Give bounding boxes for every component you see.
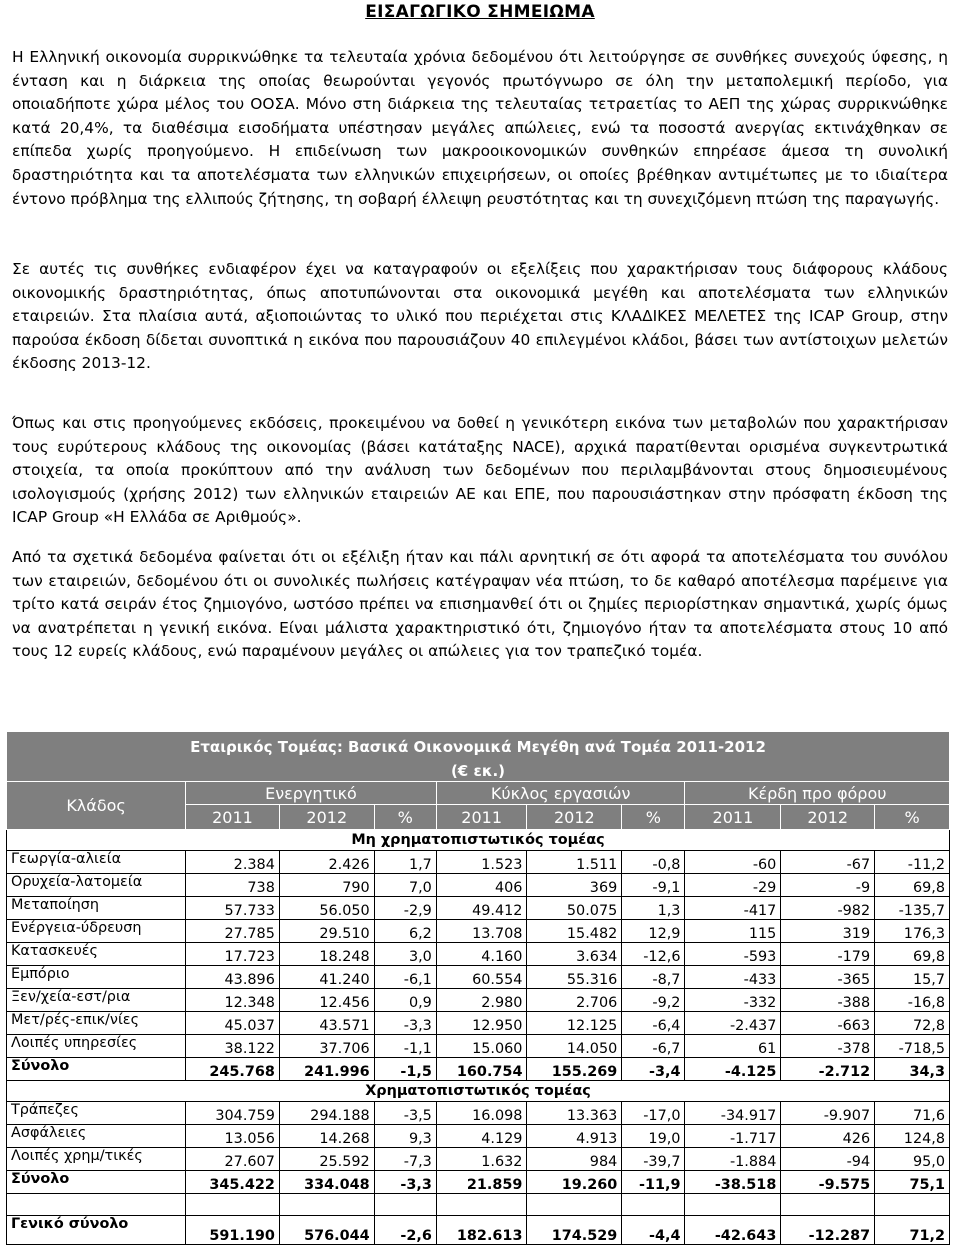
row-cell: 16.098 — [436, 1102, 527, 1125]
grand-total-cell: 71,2 — [875, 1216, 950, 1245]
column-header-year: 2012 — [527, 805, 622, 830]
row-cell: 2.426 — [279, 851, 374, 874]
row-cell: 3.634 — [527, 943, 622, 966]
row-cell: -378 — [781, 1035, 875, 1058]
row-cell: 57.733 — [186, 897, 280, 920]
row-cell: 12.456 — [279, 989, 374, 1012]
section-header-row — [7, 830, 950, 851]
row-cell: 69,8 — [875, 874, 950, 897]
row-cell: 1.632 — [436, 1148, 527, 1171]
row-cell: -12,6 — [622, 943, 685, 966]
row-label: Ενέργεια-ύδρευση — [7, 920, 186, 943]
row-cell: 115 — [685, 920, 781, 943]
column-header-year: 2011 — [186, 805, 280, 830]
row-cell: 1.511 — [527, 851, 622, 874]
row-label: Ασφάλειες — [7, 1125, 186, 1148]
row-cell: 2.980 — [436, 989, 527, 1012]
row-cell: 19,0 — [622, 1125, 685, 1148]
row-cell: 14.050 — [527, 1035, 622, 1058]
total-cell: 19.260 — [527, 1171, 622, 1194]
total-cell: -38.518 — [685, 1171, 781, 1194]
table-row — [7, 989, 950, 1012]
total-cell: -3,4 — [622, 1058, 685, 1081]
total-cell: 241.996 — [279, 1058, 374, 1081]
row-cell: 69,8 — [875, 943, 950, 966]
total-cell: 160.754 — [436, 1058, 527, 1081]
grand-total-cell: -12.287 — [781, 1216, 875, 1245]
grand-total-cell: -2,6 — [374, 1216, 436, 1245]
table-group-header-row — [7, 782, 950, 805]
row-cell: -1,1 — [374, 1035, 436, 1058]
row-cell: 4.129 — [436, 1125, 527, 1148]
column-group-pretax-profit: Κέρδη προ φόρου — [685, 782, 950, 805]
total-label: Σύνολο — [7, 1171, 186, 1194]
row-cell: -11,2 — [875, 851, 950, 874]
row-label: Ξεν/χεία-εστ/ρια — [7, 989, 186, 1012]
row-cell: 4.160 — [436, 943, 527, 966]
row-cell: 2.384 — [186, 851, 280, 874]
row-cell: -17,0 — [622, 1102, 685, 1125]
grand-total-cell: -4,4 — [622, 1216, 685, 1245]
row-cell: -135,7 — [875, 897, 950, 920]
row-label: Μεταποίηση — [7, 897, 186, 920]
total-label: Σύνολο — [7, 1058, 186, 1081]
empty-cell — [875, 1194, 950, 1216]
row-cell: -9,1 — [622, 874, 685, 897]
row-cell: -39,7 — [622, 1148, 685, 1171]
column-header-year: 2012 — [279, 805, 374, 830]
grand-total-label: Γενικό σύνολο — [7, 1216, 186, 1245]
row-cell: -9.907 — [781, 1102, 875, 1125]
row-cell: -6,1 — [374, 966, 436, 989]
row-label: Λοιπές χρημ/τικές — [7, 1148, 186, 1171]
row-cell: 738 — [186, 874, 280, 897]
row-cell: 1,3 — [622, 897, 685, 920]
table-row — [7, 874, 950, 897]
row-cell: 71,6 — [875, 1102, 950, 1125]
row-label: Λοιπές υπηρεσίες — [7, 1035, 186, 1058]
row-cell: 790 — [279, 874, 374, 897]
total-cell: 345.422 — [186, 1171, 280, 1194]
table-row — [7, 851, 950, 874]
row-cell: 7,0 — [374, 874, 436, 897]
grand-total-cell: -42.643 — [685, 1216, 781, 1245]
row-cell: -663 — [781, 1012, 875, 1035]
row-label: Κατασκευές — [7, 943, 186, 966]
total-cell: 75,1 — [875, 1171, 950, 1194]
total-cell: -1,5 — [374, 1058, 436, 1081]
column-header-percent: % — [875, 805, 950, 830]
row-cell: -417 — [685, 897, 781, 920]
row-cell: -67 — [781, 851, 875, 874]
row-cell: 49.412 — [436, 897, 527, 920]
row-cell: -9,2 — [622, 989, 685, 1012]
empty-cell — [186, 1194, 280, 1216]
row-cell: 12.950 — [436, 1012, 527, 1035]
row-cell: 45.037 — [186, 1012, 280, 1035]
row-cell: 60.554 — [436, 966, 527, 989]
column-group-turnover: Κύκλος εργασιών — [436, 782, 685, 805]
row-cell: 13.708 — [436, 920, 527, 943]
row-cell: 2.706 — [527, 989, 622, 1012]
row-cell: -0,8 — [622, 851, 685, 874]
row-cell: 369 — [527, 874, 622, 897]
total-cell: -11,9 — [622, 1171, 685, 1194]
section-title: Χρηματοπιστωτικός τομέας — [7, 1081, 950, 1102]
row-cell: -2,9 — [374, 897, 436, 920]
table-unit-row — [7, 761, 950, 782]
row-cell: -388 — [781, 989, 875, 1012]
row-cell: 0,9 — [374, 989, 436, 1012]
row-label: Ορυχεία-λατομεία — [7, 874, 186, 897]
row-cell: 12.348 — [186, 989, 280, 1012]
row-cell: 6,2 — [374, 920, 436, 943]
row-cell: -29 — [685, 874, 781, 897]
empty-cell — [622, 1194, 685, 1216]
row-cell: 294.188 — [279, 1102, 374, 1125]
row-cell: 176,3 — [875, 920, 950, 943]
row-cell: -16,8 — [875, 989, 950, 1012]
table-row — [7, 1148, 950, 1171]
grand-total-cell: 576.044 — [279, 1216, 374, 1245]
column-header-percent: % — [622, 805, 685, 830]
total-cell: -9.575 — [781, 1171, 875, 1194]
row-cell: 304.759 — [186, 1102, 280, 1125]
row-cell: -1.884 — [685, 1148, 781, 1171]
table-row — [7, 920, 950, 943]
row-label: Γεωργία-αλιεία — [7, 851, 186, 874]
column-header-year: 2011 — [436, 805, 527, 830]
intro-paragraph-2: Σε αυτές τις συνθήκες ενδιαφέρον έχει να καταγραφούν οι εξελίξεις που χαρακτήρισαν τους διάφορους κλάδους οικονομικής δραστηριότητας, όπως αποτυπώνονται στα οικονομικά μεγέθη και αποτελέσματα των ελληνικών εταιρειών. Στα πλαίσια αυτά, αξιοποιώντας το υλικό που περιέχεται στις ΚΛΑΔΙΚΕΣ ΜΕΛΕΤΕΣ της ICAP Group, στην παρούσα έκδοση δίδεται συνοπτικά η εικόνα που παρουσιάζουν 40 επιλεγμένοι κλάδοι, βάσει των αντίστοιχων μελετών έκδοσης 2013-12. — [12, 260, 948, 373]
row-cell: -332 — [685, 989, 781, 1012]
row-cell: -365 — [781, 966, 875, 989]
grand-total-cell: 182.613 — [436, 1216, 527, 1245]
row-cell: 9,3 — [374, 1125, 436, 1148]
row-cell: 4.913 — [527, 1125, 622, 1148]
intro-paragraph-3: Όπως και στις προηγούμενες εκδόσεις, προκειμένου να δοθεί η γενικότερη εικόνα των μεταβολών που χαρακτήρισαν τους ευρύτερους κλάδους της οικονομίας (βάσει κατάταξης NACE), αρχικά παρατίθενται ορισμένα συγκεντρωτικά στοιχεία, τα οποία προκύπτουν από την ανάλυση των δεδομένων που περιλαμβάνονται στους δημοσιευμένους ισολογισμούς (χρήσης 2012) των ελληνικών εταιρειών ΑΕ και ΕΠΕ, που παρουσιάστηκαν στην πρόσφατη έκδοση της ICAP Group «Η Ελλάδα σε Αριθμούς». — [12, 414, 948, 527]
row-cell: 50.075 — [527, 897, 622, 920]
table-row — [7, 897, 950, 920]
row-cell: -6,7 — [622, 1035, 685, 1058]
row-cell: 43.896 — [186, 966, 280, 989]
total-cell: -2.712 — [781, 1058, 875, 1081]
table-title-row — [7, 732, 950, 762]
row-cell: 25.592 — [279, 1148, 374, 1171]
table-row — [7, 1012, 950, 1035]
column-header-year: 2012 — [781, 805, 875, 830]
table-row — [7, 1125, 950, 1148]
empty-cell — [685, 1194, 781, 1216]
row-cell: 43.571 — [279, 1012, 374, 1035]
row-cell: 124,8 — [875, 1125, 950, 1148]
financial-table — [6, 731, 950, 1245]
row-cell: -982 — [781, 897, 875, 920]
row-cell: 15.482 — [527, 920, 622, 943]
row-cell: 18.248 — [279, 943, 374, 966]
total-cell: 155.269 — [527, 1058, 622, 1081]
table-row — [7, 1035, 950, 1058]
row-cell: -60 — [685, 851, 781, 874]
row-cell: 37.706 — [279, 1035, 374, 1058]
row-cell: 95,0 — [875, 1148, 950, 1171]
spacer-row — [7, 1194, 950, 1216]
row-label: Μετ/ρές-επικ/νίες — [7, 1012, 186, 1035]
row-cell: -179 — [781, 943, 875, 966]
row-label: Τράπεζες — [7, 1102, 186, 1125]
row-cell: -34.917 — [685, 1102, 781, 1125]
row-cell: 13.056 — [186, 1125, 280, 1148]
empty-cell — [436, 1194, 527, 1216]
total-cell: 245.768 — [186, 1058, 280, 1081]
row-cell: 38.122 — [186, 1035, 280, 1058]
row-cell: 319 — [781, 920, 875, 943]
table-row — [7, 966, 950, 989]
row-cell: 1,7 — [374, 851, 436, 874]
total-cell: -3,3 — [374, 1171, 436, 1194]
table-unit: (€ εκ.) — [7, 761, 950, 782]
row-cell: -8,7 — [622, 966, 685, 989]
total-cell: 334.048 — [279, 1171, 374, 1194]
grand-total-cell: 174.529 — [527, 1216, 622, 1245]
empty-cell — [7, 1194, 186, 1216]
row-cell: 17.723 — [186, 943, 280, 966]
section-header-row — [7, 1081, 950, 1102]
column-header-sector: Κλάδος — [7, 782, 186, 830]
column-header-percent: % — [374, 805, 436, 830]
empty-cell — [374, 1194, 436, 1216]
row-cell: 15.060 — [436, 1035, 527, 1058]
row-cell: -1.717 — [685, 1125, 781, 1148]
row-cell: 56.050 — [279, 897, 374, 920]
row-cell: 406 — [436, 874, 527, 897]
total-cell: -4.125 — [685, 1058, 781, 1081]
row-cell: -2.437 — [685, 1012, 781, 1035]
section-total-row — [7, 1058, 950, 1081]
row-cell: -593 — [685, 943, 781, 966]
row-cell: 41.240 — [279, 966, 374, 989]
row-cell: -6,4 — [622, 1012, 685, 1035]
row-cell: 15,7 — [875, 966, 950, 989]
row-cell: 426 — [781, 1125, 875, 1148]
row-cell: 1.523 — [436, 851, 527, 874]
grand-total-cell: 591.190 — [186, 1216, 280, 1245]
row-cell: 14.268 — [279, 1125, 374, 1148]
empty-cell — [781, 1194, 875, 1216]
row-cell: 72,8 — [875, 1012, 950, 1035]
empty-cell — [527, 1194, 622, 1216]
row-cell: -3,5 — [374, 1102, 436, 1125]
row-cell: 55.316 — [527, 966, 622, 989]
section-total-row — [7, 1171, 950, 1194]
page-title: ΕΙΣΑΓΩΓΙΚΟ ΣΗΜΕΙΩΜΑ — [365, 2, 595, 22]
row-cell: -3,3 — [374, 1012, 436, 1035]
row-cell: 29.510 — [279, 920, 374, 943]
table-title: Εταιρικός Τομέας: Βασικά Οικονομικά Μεγέθη ανά Τομέα 2011-2012 — [7, 732, 950, 762]
row-cell: 61 — [685, 1035, 781, 1058]
row-cell: 984 — [527, 1148, 622, 1171]
table-row — [7, 943, 950, 966]
row-cell: 12,9 — [622, 920, 685, 943]
row-cell: -718,5 — [875, 1035, 950, 1058]
column-group-assets: Ενεργητικό — [186, 782, 437, 805]
intro-paragraph-1: Η Ελληνική οικονομία συρρικνώθηκε τα τελευταία χρόνια δεδομένου ότι λειτούργησε σε συνθήκες συνεχούς ύφεσης, η ένταση και η διάρκεια της οποίας θεωρούνται γεγονός πρωτόγνωρο σε όλη την μεταπολεμική περίοδο, για οποιαδήποτε χώρα μέλος του ΟΟΣΑ. Μόνο στη διάρκεια της τελευταίας τετραετίας το ΑΕΠ της χώρας συρρικνώθηκε κατά 20,4%, τα διαθέσιμα εισοδήματα υπέστησαν μεγάλες απώλειες, ενώ τα ποσοστά ανεργίας εκτινάχθηκαν σε επίπεδα χωρίς προηγούμενο. Η επιδείνωση των μακροοικονομικών συνθηκών επηρέασε άμεσα τη συνολική δραστηριότητα και τα αποτελέσματα των ελληνικών επιχειρήσεων, οι οποίες βρέθηκαν αντιμέτωπες με το ιδιαίτερα έντονο πρόβλημα της ελλιπούς ζήτησης, τη σοβαρή έλλειψη ρευστότητας και τη συνεχιζόμενη πτώση της παραγωγής. — [12, 48, 948, 208]
row-cell: -433 — [685, 966, 781, 989]
empty-cell — [279, 1194, 374, 1216]
row-cell: 13.363 — [527, 1102, 622, 1125]
row-cell: -9 — [781, 874, 875, 897]
total-cell: 34,3 — [875, 1058, 950, 1081]
total-cell: 21.859 — [436, 1171, 527, 1194]
table-row — [7, 1102, 950, 1125]
column-header-year: 2011 — [685, 805, 781, 830]
row-cell: 27.785 — [186, 920, 280, 943]
row-label: Εμπόριο — [7, 966, 186, 989]
row-cell: 27.607 — [186, 1148, 280, 1171]
row-cell: 12.125 — [527, 1012, 622, 1035]
row-cell: -7,3 — [374, 1148, 436, 1171]
section-title: Μη χρηματοπιστωτικός τομέας — [7, 830, 950, 851]
row-cell: -94 — [781, 1148, 875, 1171]
grand-total-row — [7, 1216, 950, 1245]
row-cell: 3,0 — [374, 943, 436, 966]
intro-paragraph-4: Από τα σχετικά δεδομένα φαίνεται ότι οι εξέλιξη ήταν και πάλι αρνητική σε ότι αφορά τα αποτελέσματα του συνόλου των εταιρειών, δεδομένου ότι οι συνολικές πωλήσεις κατέγραψαν νέα πτώση, το δε καθαρό αποτέλεσμα παρέμεινε για τρίτο κατά σειράν έτος ζημιογόνο, ωστόσο πρέπει να επισημανθεί ότι οι ζημίες περιορίστηκαν σημαντικά, χωρίς όμως να ανατρέπεται η γενική εικόνα. Είναι μάλιστα χαρακτηριστικό ότι, ζημιογόνο ήταν τα αποτελέσματα στους 10 από τους 12 ευρείς κλάδους, ενώ παραμένουν μεγάλες οι απώλειες για τον τραπεζικό τομέα. — [12, 548, 948, 661]
